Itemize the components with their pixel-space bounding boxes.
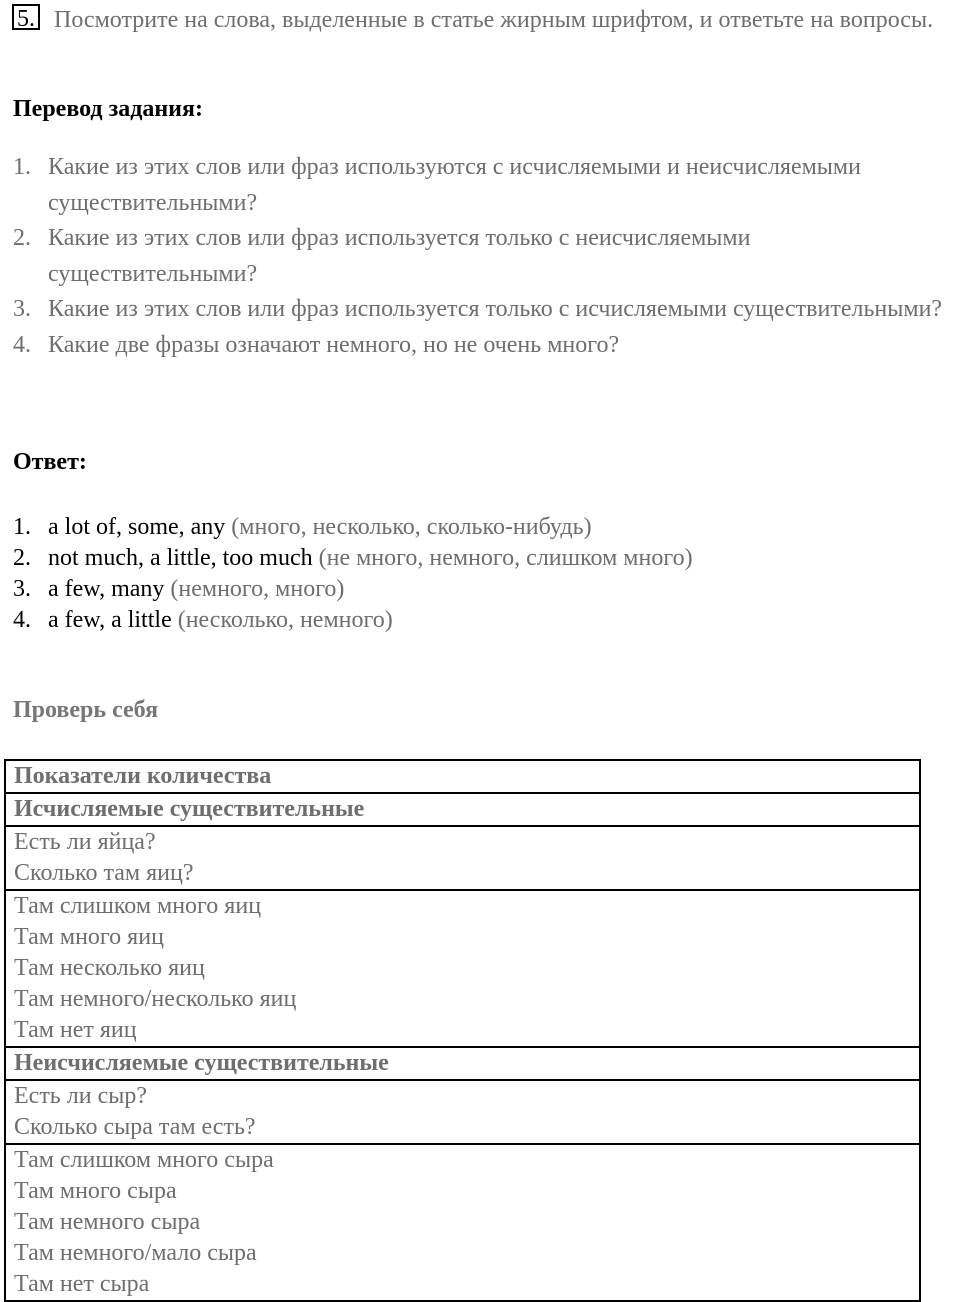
uncountable-questions [5, 1080, 920, 1144]
translation-list [13, 150, 959, 363]
table-line: Есть ли сыр? [14, 1083, 147, 1109]
table-line: Там несколько яиц [14, 955, 205, 981]
table-line: Там нет сыра [14, 1271, 150, 1297]
list-item: 4. Какие две фразы означают немного, но не очень много? [13, 331, 620, 358]
task-statement [12, 4, 947, 36]
list-item: 1. Какие из этих слов или фраз используются с исчисляемыми и неисчисляемыми существительными? [13, 154, 861, 216]
list-item: 2. Какие из этих слов или фраз используется только с неисчисляемыми существительными? [13, 225, 751, 287]
table-line: Там немного/несколько яиц [14, 986, 297, 1012]
list-item: 1. a lot of, some, any (много, несколько, сколько-нибудь) [13, 514, 592, 540]
quantifiers-table [4, 759, 921, 1302]
table-line: Там нет яиц [14, 1017, 137, 1043]
countable-questions [5, 826, 920, 890]
task-number: 5. [12, 4, 40, 30]
countable-heading: Исчисляемые существительные [5, 793, 920, 826]
answer-list [13, 512, 693, 636]
countable-answers [5, 890, 920, 1047]
answer-heading: Ответ: [13, 449, 87, 475]
list-item: 4. a few, a little (несколько, немного) [13, 607, 393, 633]
table-line: Там много яиц [14, 924, 164, 950]
table-line: Там немного/мало сыра [14, 1240, 257, 1266]
table-line: Сколько сыра там есть? [14, 1114, 256, 1140]
table-line: Есть ли яйца? [14, 829, 156, 855]
list-item: 3. Какие из этих слов или фраз используется только с исчисляемыми существительными? [13, 296, 943, 322]
table-title: Показатели количества [5, 760, 920, 793]
list-item: 3. a few, many (немного, много) [13, 576, 345, 602]
table-line: Там слишком много сыра [14, 1147, 274, 1173]
table-line: Сколько там яиц? [14, 860, 194, 886]
table-line: Там слишком много яиц [14, 893, 262, 919]
translation-heading: Перевод задания: [13, 96, 203, 122]
uncountable-answers [5, 1144, 920, 1301]
task-text: Посмотрите на слова, выделенные в статье жирным шрифтом, и ответьте на вопросы. [54, 7, 934, 33]
list-item: 2. not much, a little, too much (не много, немного, слишком много) [13, 545, 693, 571]
uncountable-heading: Неисчисляемые существительные [5, 1047, 920, 1080]
check-heading: Проверь себя [13, 697, 159, 723]
table-line: Там немного сыра [14, 1209, 201, 1235]
table-line: Там много сыра [14, 1178, 177, 1204]
